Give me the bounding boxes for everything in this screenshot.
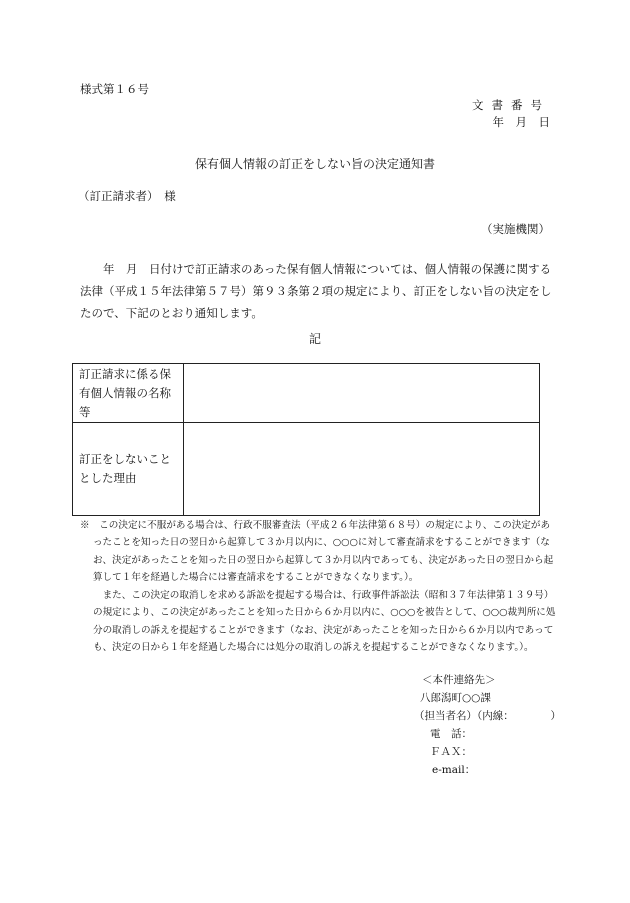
contact-person: （担当者名）（内線： ）	[414, 710, 561, 722]
info-name-value	[184, 364, 540, 423]
info-table	[72, 363, 540, 516]
note-appeal: ※ この決定に不服がある場合は、行政不服審査法（平成２６年法律第６８号）の規定により、この決定があったことを知った日の翌日から起算して３か月以内に、○○○に対して審査請求をすることができます（なお、決定があったことを知った日の翌日から起算して３か月以内であっても、決定があった日の翌日から起算して１年を経過した場合には審査請求をすることができなくなります。）。	[80, 520, 554, 584]
table-row	[73, 423, 540, 516]
contact-department: 八郎潟町○○課	[420, 692, 491, 704]
form-number: 様式第１６号	[80, 82, 149, 96]
ki-heading: 記	[308, 332, 321, 346]
contact-fax: ＦＡＸ：	[430, 746, 472, 758]
note-lawsuit: また、この決定の取消しを求める訴訟を提起する場合は、行政事件訴訟法（昭和３７年法律第１３９号）の規定により、この決定があったことを知った日から６か月以内に、○○○を被告として、○○○裁判所に処分の取消しの訴えを提起することができます（なお、決定があったことを知った日から６か月以内であっても、決定の日から１年を経過した場合には処分の取消しの訴えを提起することができなくなります。）。	[93, 590, 556, 654]
table-row	[73, 364, 540, 423]
contact-heading: ＜本件連絡先＞	[422, 674, 496, 686]
implementing-agency: （実施機関）	[481, 222, 550, 236]
info-name-label: 訂正請求に係る保有個人情報の名称等	[73, 364, 184, 423]
addressee: （訂正請求者） 様	[78, 189, 176, 203]
reason-value	[184, 423, 540, 516]
page-title: 保有個人情報の訂正をしない旨の決定通知書	[194, 157, 435, 171]
contact-email: e-mail：	[432, 764, 476, 776]
body-paragraph: 年 月 日付けで訂正請求のあった保有個人情報については、個人情報の保護に関する法律（平成１５年法律第５７号）第９３条第２項の規定により、訂正をしない旨の決定をしたので、下記のとおり通知します。	[80, 262, 552, 320]
contact-phone: 電 話：	[430, 728, 472, 740]
document-date: 年 月 日	[492, 115, 550, 129]
reason-label: 訂正をしないこととした理由	[73, 423, 184, 516]
document-number: 文書番号	[472, 98, 550, 112]
